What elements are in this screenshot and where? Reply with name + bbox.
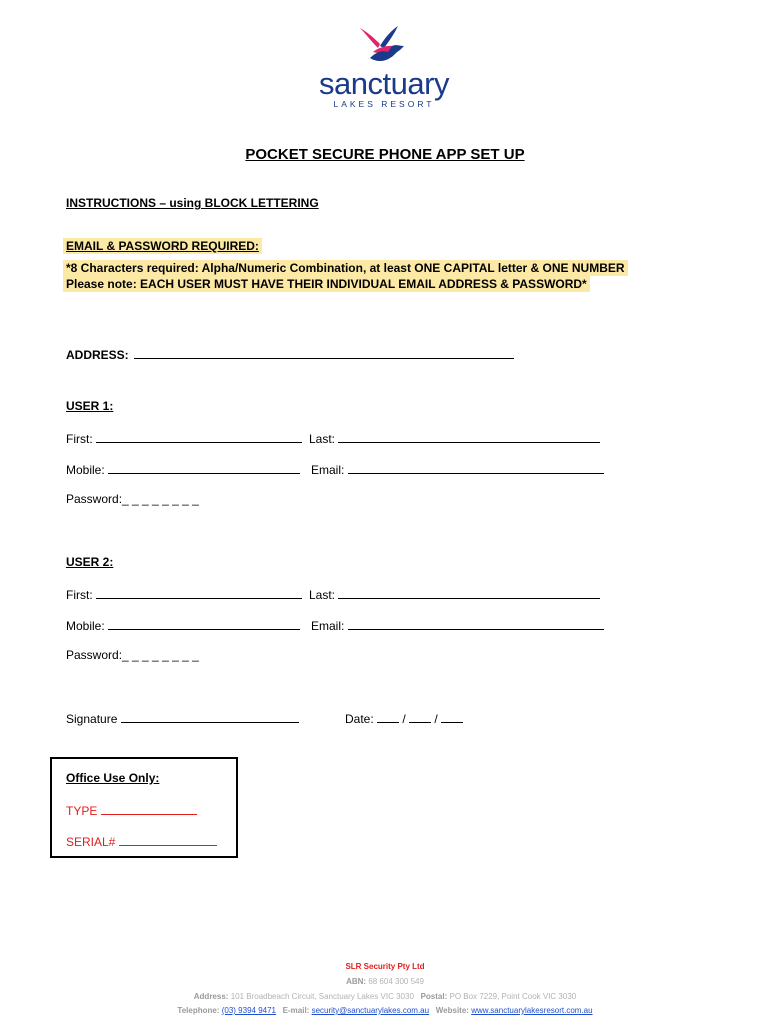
logo-subtitle: LAKES RESORT [333, 99, 435, 109]
requirements-line-2 [63, 277, 590, 291]
user2-heading: USER 2: [66, 555, 114, 569]
user2-last-field[interactable] [338, 586, 600, 599]
address-label: ADDRESS: [66, 348, 129, 362]
office-heading: Office Use Only: [66, 771, 160, 785]
user1-last-field[interactable] [338, 430, 600, 443]
office-type-row [66, 802, 197, 818]
user2-email-field[interactable] [348, 617, 604, 630]
user2-password-label: Password: [66, 648, 123, 662]
title-text: POCKET SECURE PHONE APP SET UP [245, 146, 525, 163]
page-title [0, 146, 770, 163]
date-separator-2: / [434, 712, 438, 726]
user1-last-label: Last: [309, 432, 336, 446]
footer-address-label: Address: [193, 992, 229, 1001]
user2-first-row [66, 586, 302, 602]
date-label: Date: [345, 712, 374, 726]
user1-password-row [66, 492, 199, 506]
footer-postal-label: Postal: [420, 992, 448, 1001]
user1-last-row [309, 430, 600, 446]
office-serial-label: SERIAL# [66, 835, 116, 849]
footer-abn [0, 977, 770, 986]
user2-last-label: Last: [309, 588, 336, 602]
user2-mobile-row [66, 617, 300, 633]
user1-email-field[interactable] [348, 461, 604, 474]
office-type-label: TYPE [66, 804, 98, 818]
user1-heading: USER 1: [66, 399, 114, 413]
user1-email-row [311, 461, 604, 477]
user1-first-label: First: [66, 432, 93, 446]
requirements-line-1-text: *8 Characters required: Alpha/Numeric Combination, at least ONE CAPITAL letter & ONE NUMBER [63, 260, 628, 276]
user1-mobile-label: Mobile: [66, 463, 105, 477]
date-month-field[interactable] [409, 710, 431, 723]
user1-first-row [66, 430, 302, 446]
user2-last-row [309, 586, 600, 602]
user2-email-label: Email: [311, 619, 345, 633]
user1-password-label: Password: [66, 492, 123, 506]
footer-company-name: SLR Security Pty Ltd [345, 962, 425, 971]
requirements-heading-text: EMAIL & PASSWORD REQUIRED: [63, 238, 262, 254]
user2-mobile-label: Mobile: [66, 619, 105, 633]
footer-email-label: E-mail: [282, 1006, 310, 1015]
footer-company [0, 962, 770, 971]
requirements-heading [63, 239, 262, 253]
signature-label: Signature [66, 712, 118, 726]
signature-field[interactable] [121, 710, 299, 723]
user1-email-label: Email: [311, 463, 345, 477]
user1-password-field[interactable]: _ _ _ _ _ _ _ _ [122, 492, 199, 506]
requirements-line-1 [63, 261, 628, 275]
date-row [345, 710, 463, 726]
user2-first-field[interactable] [96, 586, 302, 599]
requirements-line-2-text: Please note: EACH USER MUST HAVE THEIR INDIVIDUAL EMAIL ADDRESS & PASSWORD* [63, 276, 590, 292]
footer-address-value: 101 Broadbeach Circuit, Sanctuary Lakes VIC 3030 [230, 992, 414, 1001]
user2-mobile-field[interactable] [108, 617, 300, 630]
user1-mobile-row [66, 461, 300, 477]
office-serial-field[interactable] [119, 833, 217, 846]
footer-website-label: Website: [435, 1006, 469, 1015]
footer-abn-label: ABN: [346, 977, 367, 986]
office-serial-row [66, 833, 217, 849]
footer-website-link[interactable]: www.sanctuarylakesresort.com.au [471, 1006, 593, 1015]
footer-postal-value: PO Box 7229, Point Cook VIC 3030 [449, 992, 577, 1001]
address-row [66, 346, 514, 362]
user1-mobile-field[interactable] [108, 461, 300, 474]
user1-first-field[interactable] [96, 430, 302, 443]
date-day-field[interactable] [377, 710, 399, 723]
logo-wordmark: sanctuary [319, 66, 449, 101]
user2-email-row [311, 617, 604, 633]
office-type-field[interactable] [101, 802, 197, 815]
footer-telephone-label: Telephone: [177, 1006, 220, 1015]
user2-first-label: First: [66, 588, 93, 602]
footer-telephone-link[interactable]: (03) 9394 9471 [221, 1006, 276, 1015]
footer-contact-line [0, 1006, 770, 1015]
footer-address-line [0, 992, 770, 1001]
address-field[interactable] [134, 346, 514, 359]
footer-abn-value: 68 604 300 549 [368, 977, 424, 986]
date-separator-1: / [402, 712, 406, 726]
instructions-heading: INSTRUCTIONS – using BLOCK LETTERING [66, 196, 319, 210]
signature-row [66, 710, 299, 726]
user2-password-field[interactable]: _ _ _ _ _ _ _ _ [122, 648, 199, 662]
footer-email-link[interactable]: security@sanctuarylakes.com.au [311, 1006, 430, 1015]
user2-password-row [66, 648, 199, 662]
date-year-field[interactable] [441, 710, 463, 723]
